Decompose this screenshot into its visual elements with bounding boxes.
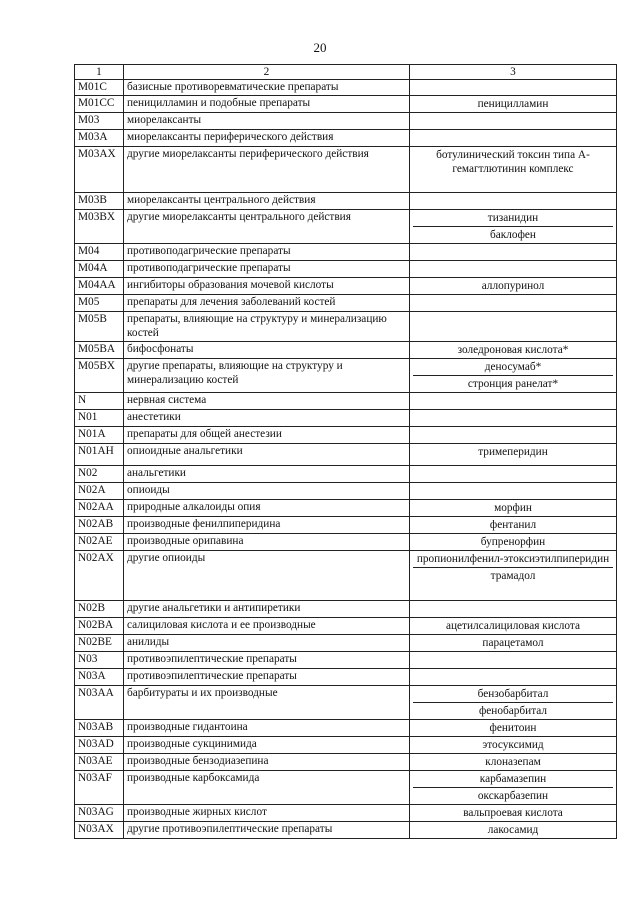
atc-code: M05BX (75, 359, 124, 393)
atc-description: анальгетики (124, 466, 410, 483)
drug-name: золедроновая кислота* (457, 344, 569, 356)
atc-code: M03A (75, 130, 124, 147)
table-row (75, 805, 617, 822)
atc-code: N03AG (75, 805, 124, 822)
table-row (75, 517, 617, 534)
drug-name: тизанидин (487, 212, 539, 224)
drug-name: вальпроевая кислота (463, 807, 563, 819)
table-row (75, 147, 617, 193)
atc-description: другие анальгетики и антипиретики (124, 601, 410, 618)
atc-description: природные алкалоиды опия (124, 500, 410, 517)
table-row (75, 720, 617, 737)
atc-code: N03AA (75, 686, 124, 720)
atc-description: другие миорелаксанты центрального действия (124, 210, 410, 244)
drug-name: фентанил (489, 519, 537, 531)
atc-code: N03AF (75, 771, 124, 805)
drug-names-cell (410, 601, 617, 618)
drug-name: фенитоин (489, 722, 537, 734)
drug-names-cell (410, 737, 617, 754)
table-row (75, 754, 617, 771)
drug-name: ботулинический токсин типа А-гемагтлютинин комплекс (436, 149, 590, 175)
atc-code: N01AH (75, 444, 124, 466)
drug-names-cell (410, 483, 617, 500)
atc-code: N02AB (75, 517, 124, 534)
drug-names-cell (410, 130, 617, 147)
drug-names-cell (410, 96, 617, 113)
table-row (75, 427, 617, 444)
header-col-3: 3 (410, 65, 617, 80)
atc-description: противоэпилептические препараты (124, 652, 410, 669)
drug-name: пропионилфенил-этоксиэтилпиперидин (416, 553, 610, 565)
drug-names-cell (410, 278, 617, 295)
drug-name: этосуксимид (482, 739, 544, 751)
drug-names-cell (410, 444, 617, 466)
atc-description: другие противоэпилептические препараты (124, 822, 410, 839)
atc-code: N03AX (75, 822, 124, 839)
drug-names-cell (410, 720, 617, 737)
atc-code: M03AX (75, 147, 124, 193)
table-row (75, 483, 617, 500)
atc-code: N02AX (75, 551, 124, 601)
atc-code: N01A (75, 427, 124, 444)
drug-names-cell (410, 635, 617, 652)
table-row (75, 410, 617, 427)
atc-description: опиоиды (124, 483, 410, 500)
drug-names-cell (410, 410, 617, 427)
table-row (75, 618, 617, 635)
atc-description: пеницилламин и подобные препараты (124, 96, 410, 113)
drug-names-cell (410, 822, 617, 839)
table-row (75, 500, 617, 517)
atc-description: ингибиторы образования мочевой кислоты (124, 278, 410, 295)
table-row (75, 534, 617, 551)
atc-description: опиоидные анальгетики (124, 444, 410, 466)
table-row (75, 444, 617, 466)
atc-code: N02AE (75, 534, 124, 551)
table-row (75, 466, 617, 483)
drug-classification-table (74, 64, 617, 839)
atc-code: M05 (75, 295, 124, 312)
drug-name: аллопуринол (481, 280, 545, 292)
drug-names-cell (410, 193, 617, 210)
table-row (75, 359, 617, 393)
atc-code: N02B (75, 601, 124, 618)
atc-code: N02AA (75, 500, 124, 517)
atc-code: N01 (75, 410, 124, 427)
atc-code: M05BA (75, 342, 124, 359)
atc-code: N02BA (75, 618, 124, 635)
atc-code: M04A (75, 261, 124, 278)
drug-names-cell (410, 342, 617, 359)
drug-name: ацетилсалициловая кислота (445, 620, 580, 632)
drug-names-cell (410, 686, 617, 720)
drug-name: тримеперидин (478, 446, 548, 458)
table-row (75, 393, 617, 410)
atc-description: производные карбоксамида (124, 771, 410, 805)
drug-names-cell (410, 80, 617, 96)
drug-name: стронция ранелат* (413, 375, 613, 392)
atc-description: препараты, влияющие на структуру и минерализацию костей (124, 312, 410, 342)
table-row (75, 261, 617, 278)
drug-name: фенобарбитал (413, 702, 613, 719)
atc-description: нервная система (124, 393, 410, 410)
drug-name: бензобарбитал (477, 688, 549, 700)
page-number: 20 (313, 40, 327, 55)
atc-code: M04 (75, 244, 124, 261)
table-row (75, 130, 617, 147)
atc-description: анилиды (124, 635, 410, 652)
atc-code: M03B (75, 193, 124, 210)
atc-code: N02 (75, 466, 124, 483)
atc-description: производные орипавина (124, 534, 410, 551)
atc-description: противоподагрические препараты (124, 244, 410, 261)
atc-code: M03 (75, 113, 124, 130)
atc-code: N02BE (75, 635, 124, 652)
drug-names-cell (410, 771, 617, 805)
table-header-row (75, 65, 617, 80)
atc-description: производные сукцинимида (124, 737, 410, 754)
table-row (75, 652, 617, 669)
header-col-2: 2 (124, 65, 410, 80)
drug-name: окскарбазепин (413, 787, 613, 804)
atc-description: производные фенилпиперидина (124, 517, 410, 534)
atc-description: другие препараты, влияющие на структуру и минерализацию костей (124, 359, 410, 393)
table-row (75, 80, 617, 96)
drug-name: карбамазепин (479, 773, 547, 785)
atc-code: N03AB (75, 720, 124, 737)
drug-names-cell (410, 113, 617, 130)
drug-names-cell (410, 754, 617, 771)
table-row (75, 244, 617, 261)
drug-name: баклофен (413, 226, 613, 243)
drug-names-cell (410, 517, 617, 534)
table-row (75, 312, 617, 342)
table-row (75, 193, 617, 210)
drug-names-cell (410, 210, 617, 244)
table-row (75, 771, 617, 805)
atc-code: N03AD (75, 737, 124, 754)
atc-code: M01C (75, 80, 124, 96)
drug-names-cell (410, 393, 617, 410)
atc-description: другие миорелаксанты периферического действия (124, 147, 410, 193)
drug-name: парацетамол (482, 637, 544, 649)
atc-code: N03A (75, 669, 124, 686)
table-row (75, 210, 617, 244)
drug-names-cell (410, 669, 617, 686)
atc-description: производные гидантоина (124, 720, 410, 737)
atc-code: N02A (75, 483, 124, 500)
atc-description: бифосфонаты (124, 342, 410, 359)
drug-name: клоназепам (485, 756, 541, 768)
atc-description: противоподагрические препараты (124, 261, 410, 278)
table-row (75, 686, 617, 720)
drug-names-cell (410, 359, 617, 393)
atc-description: миорелаксанты центрального действия (124, 193, 410, 210)
drug-names-cell (410, 147, 617, 193)
table-row (75, 295, 617, 312)
drug-names-cell (410, 427, 617, 444)
drug-name: морфин (494, 502, 532, 514)
drug-name: бупренорфин (480, 536, 546, 548)
atc-description: производные бензодиазепина (124, 754, 410, 771)
drug-names-cell (410, 312, 617, 342)
drug-names-cell (410, 652, 617, 669)
atc-description: противоэпилептические препараты (124, 669, 410, 686)
drug-names-cell (410, 551, 617, 601)
atc-description: производные жирных кислот (124, 805, 410, 822)
table-row (75, 342, 617, 359)
drug-names-cell (410, 618, 617, 635)
drug-name: лакосамид (487, 824, 539, 836)
drug-names-cell (410, 466, 617, 483)
atc-description: миорелаксанты периферического действия (124, 130, 410, 147)
table-row (75, 113, 617, 130)
drug-names-cell (410, 295, 617, 312)
atc-description: препараты для общей анестезии (124, 427, 410, 444)
drug-name: трамадол (413, 567, 613, 584)
atc-description: миорелаксанты (124, 113, 410, 130)
atc-code: M05B (75, 312, 124, 342)
atc-code: M03BX (75, 210, 124, 244)
drug-names-cell (410, 244, 617, 261)
drug-names-cell (410, 534, 617, 551)
atc-code: N (75, 393, 124, 410)
table-row (75, 601, 617, 618)
atc-description: препараты для лечения заболеваний костей (124, 295, 410, 312)
table-row (75, 96, 617, 113)
drug-names-cell (410, 500, 617, 517)
table-row (75, 669, 617, 686)
atc-description: другие опиоиды (124, 551, 410, 601)
header-col-1: 1 (75, 65, 124, 80)
table-row (75, 737, 617, 754)
atc-code: M04AA (75, 278, 124, 295)
atc-description: базисные противоревматические препараты (124, 80, 410, 96)
atc-description: анестетики (124, 410, 410, 427)
table-row (75, 822, 617, 839)
atc-description: барбитураты и их производные (124, 686, 410, 720)
atc-code: N03AE (75, 754, 124, 771)
drug-name: пеницилламин (477, 98, 549, 110)
table-row (75, 635, 617, 652)
atc-description: салициловая кислота и ее производные (124, 618, 410, 635)
atc-code: N03 (75, 652, 124, 669)
table-row (75, 278, 617, 295)
table-row (75, 551, 617, 601)
atc-code: M01CC (75, 96, 124, 113)
drug-names-cell (410, 805, 617, 822)
drug-names-cell (410, 261, 617, 278)
drug-name: деносумаб* (484, 361, 542, 373)
